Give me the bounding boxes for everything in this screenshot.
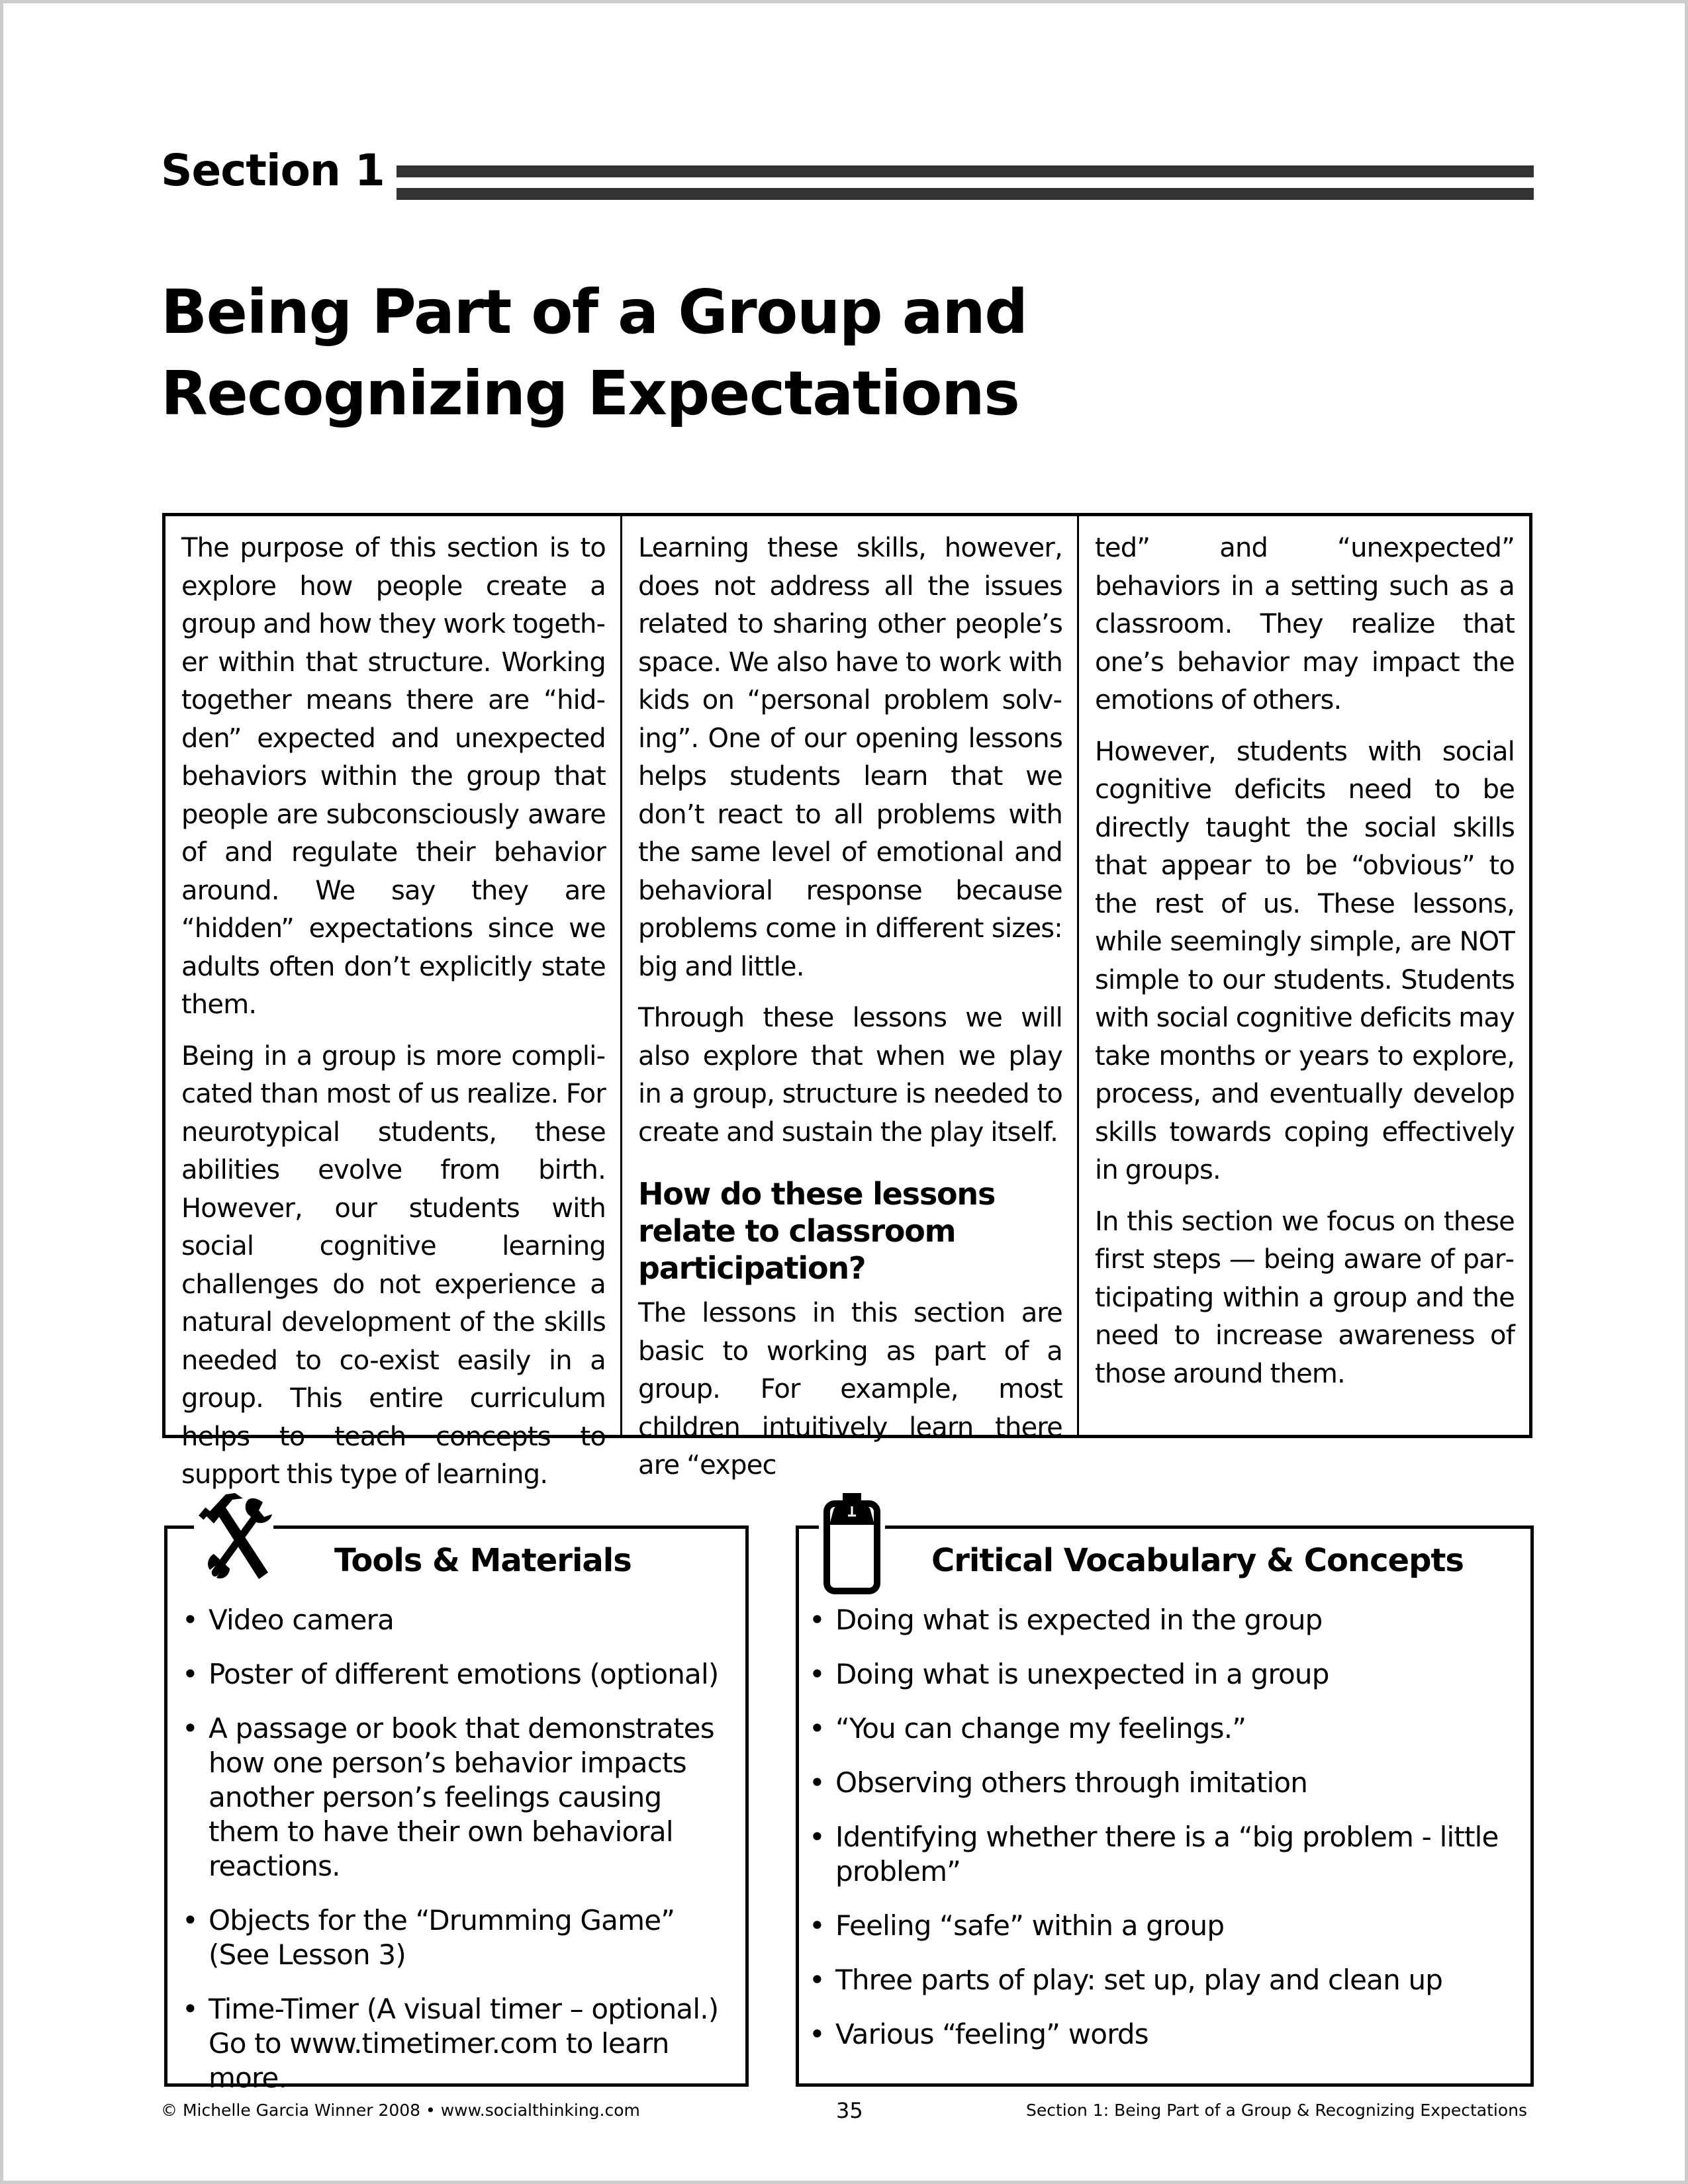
- clipboard-icon: [819, 1490, 885, 1610]
- list-item: • Various “feeling” words: [809, 2017, 1517, 2052]
- intro-paragraph: Through these lessons we will also explore that when we play in a group, structure is needed to create and sustain the play itself.: [638, 1003, 1062, 1148]
- page-title-line-1: Being Part of a Group and: [161, 277, 1027, 347]
- page-title-line-2: Recognizing Expectations: [161, 358, 1019, 429]
- tools-list: [182, 1603, 732, 2115]
- vocab-list: [809, 1603, 1517, 2071]
- intro-paragraph: Learning these skills, however, does not address all the issues related to sharing other people’s space. We also have to work with kids on “personal problem solving”. One of our opening lessons helps students learn that we don’t react to all problems with the same level of emotional and behavioral response because problems come in different sizes: big and little.: [638, 533, 1062, 982]
- list-item: • “You can change my feelings.”: [809, 1711, 1517, 1746]
- list-item: • Feeling “safe” within a group: [809, 1909, 1517, 1943]
- list-item: • Video camera: [182, 1603, 732, 1637]
- intro-column-2: [620, 516, 1077, 1480]
- intro-paragraph: Being in a group is more complicated than most of us realize. For neurotypical students, these abilities evolve from birth. However, our students with social cognitive learning challenges do not experience a natural development of the skills needed to co-exist easily in a group. This entire curriculum helps to teach concepts to support this type of learning.: [181, 1040, 606, 1490]
- list-item: • Poster of different emotions (optional): [182, 1657, 732, 1692]
- page-title: [161, 271, 1027, 434]
- intro-paragraph: However, students with social cognitive deficits need to be directly taught the social skills that appear to be “obvious” to the rest of us. These lessons, while seemingly simple, are NOT simple to our students. Students with social cognitive deficits may take months or years to explore, process, and eventually develop skills towards coping effectively in groups.: [1095, 736, 1515, 1185]
- section-label: Section 1: [161, 145, 385, 196]
- list-item: • Identifying whether there is a “big problem - little problem”: [809, 1820, 1517, 1889]
- page-number: 35: [836, 2098, 863, 2123]
- critical-vocabulary-box: [796, 1525, 1534, 2087]
- list-item: • Time-Timer (A visual timer – optional.) Go to www.timetimer.com to learn more.: [182, 1992, 732, 2095]
- hammer-wrench-icon: [194, 1490, 273, 1610]
- list-item: • Objects for the “Drumming Game” (See Lesson 3): [182, 1903, 732, 1972]
- tools-materials-box: [164, 1525, 749, 2094]
- intro-column-3: [1077, 516, 1529, 1435]
- list-item: • Observing others through imitation: [809, 1766, 1517, 1800]
- intro-paragraph: ted” and “unexpected” behaviors in a setting such as a classroom. They realize that one’s behavior may impact the emotions of others.: [1095, 533, 1515, 715]
- section-rule-bottom: [397, 188, 1534, 200]
- list-item: • Doing what is unexpected in a group: [809, 1657, 1517, 1692]
- intro-paragraph: In this section we focus on these first steps — being aware of participating within a group and the need to increase awareness of those around them.: [1095, 1206, 1515, 1389]
- intro-column-1: [165, 516, 620, 1490]
- list-item: • Doing what is expected in the group: [809, 1603, 1517, 1637]
- intro-paragraph: The purpose of this section is to explore how people create a group and how they work together within that structure. Working together means there are “hidden” expected and unexpected behaviors within the group that people are subconsciously aware of and regulate their behavior around. We say they are “hidden” expectations since we adults often don’t explicitly state them.: [181, 533, 606, 1020]
- intro-box: [162, 513, 1532, 1490]
- intro-paragraph: The lessons in this section are basic to working as part of a group. For example, most children intuitively learn there are “expec: [638, 1298, 1062, 1480]
- footer-copyright: © Michelle Garcia Winner 2008 • www.socialthinking.com: [161, 2101, 640, 2120]
- list-item: • A passage or book that demonstrates how one person’s behavior impacts another person’s feelings causing them to have their own behavioral reactions.: [182, 1711, 732, 1884]
- footer-running-title: Section 1: Being Part of a Group & Recognizing Expectations: [1025, 2101, 1527, 2120]
- subheading: How do these lessons relate to classroom participation?: [638, 1176, 996, 1286]
- section-rule-top: [397, 165, 1534, 177]
- critical-vocabulary-title: Critical Vocabulary & Concepts: [931, 1542, 1464, 1579]
- list-item: • Three parts of play: set up, play and clean up: [809, 1963, 1517, 1997]
- tools-materials-title: Tools & Materials: [334, 1542, 632, 1579]
